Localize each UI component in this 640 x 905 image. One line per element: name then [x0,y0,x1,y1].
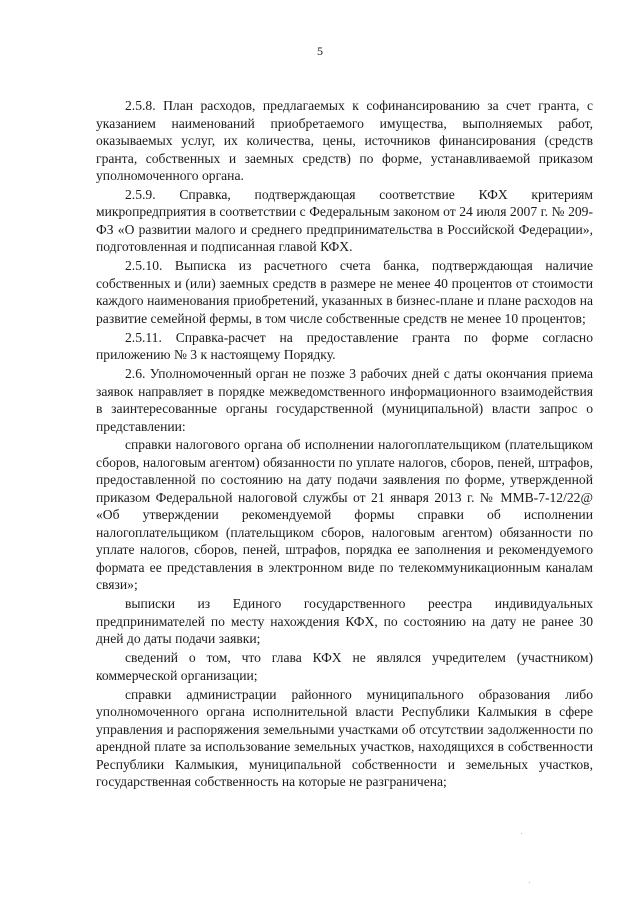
paragraph-2-5-10: 2.5.10. Выписка из расчетного счета банка, подтверждающая наличие собственных и (или) заемных средств в размере не менее 40 процентов от стоимости каждого наименования приобретений, указанных в бизнес-плане и плане расходов на развитие семейной фермы, в том числе собственные средств не менее 10 процентов; [96,258,593,326]
page-number: 5 [317,44,323,58]
list-item-registry-extract: выписки из Единого государственного реестра индивидуальных предпринимателей по месту нахождения КФХ, по состоянию на дату не ранее 30 дней до даты подачи заявки; [96,596,593,647]
paragraph-2-6: 2.6. Уполномоченный орган не позже 3 рабочих дней с даты окончания приема заявок направляет в порядке межведомственного информационного взаимодействия в заинтересованные органы государственной (муниципальной) власти запрос о представлении: [96,366,593,434]
list-item-land-lease-certificate: справки администрации районного муниципального образования либо уполномоченного органа исполнительной власти Республики Калмыкия в сфере управления и распоряжения земельными участками об отсутствии задолженности по арендной плате за использование земельных участков, находящихся в собственности Республики Калмыкия, муниципальной собственности и земельных участков, государственная собственность на которые не разграничена; [96,686,593,790]
list-item-tax-certificate: справки налогового органа об исполнении налогоплательщиком (плательщиком сборов, налоговым агентом) обязанности по уплате налогов, сборов, пеней, штрафов, предоставленной по состоянию на дату подачи заявления по форме, утвержденной приказом Федеральной налоговой службы от 21 января 2013 г. № ММВ-7-12/22@ «Об утверждении рекомендуемой формы справки об исполнении налогоплательщиком (плательщиком сборов, налоговым агентом) обязанности по уплате налогов, сборов, пеней, штрафов, порядка ее заполнения и рекомендуемого формата ее представления в электронном виде по телекоммуникационным каналам связи»; [96,437,593,593]
scan-speck [521,833,522,834]
list-item-founder-info: сведений о том, что глава КФХ не являлся учредителем (участником) коммерческой организации; [96,650,593,683]
scan-speck [529,882,530,883]
paragraph-2-5-9: 2.5.9. Справка, подтверждающая соответствие КФХ критериям микропредприятия в соответствии с Федеральным законом от 24 июля 2007 г. № 209-ФЗ «О развитии малого и среднего предпринимательства в Российской Федерации», подготовленная и подписанная главой КФХ. [96,186,593,255]
paragraph-2-5-11: 2.5.11. Справка-расчет на предоставление гранта по форме согласно приложению № 3 к настоящему Порядку. [96,329,593,363]
document-body [96,97,593,791]
paragraph-2-5-8: 2.5.8. План расходов, предлагаемых к софинансированию за счет гранта, с указанием наименований приобретаемого имущества, выполняемых работ, оказываемых услуг, их количества, цены, источников финансирования (средств гранта, собственных и заемных средств) по форме, устанавливаемой приказом уполномоченного органа. [96,98,593,183]
